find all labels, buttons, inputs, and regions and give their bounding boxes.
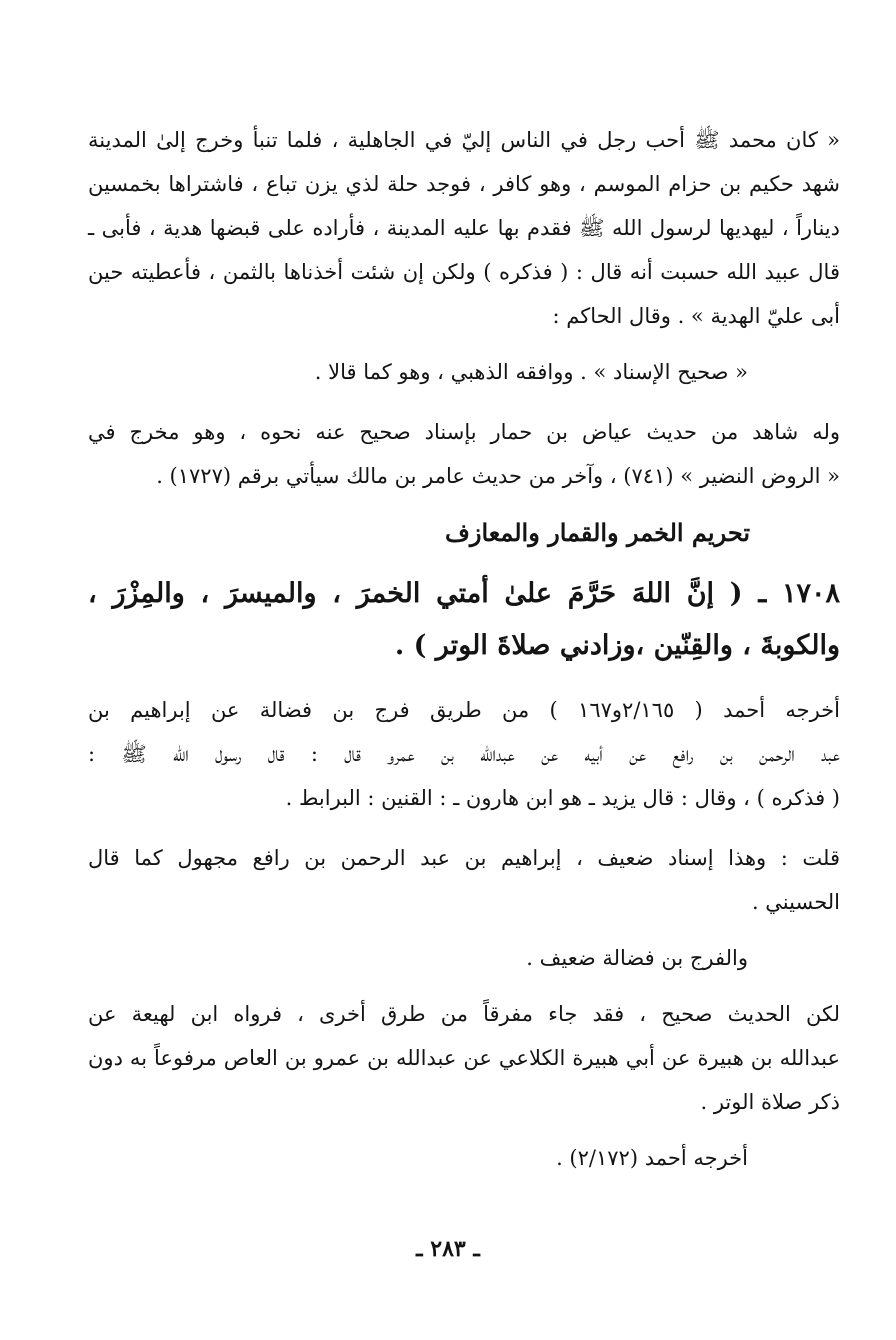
section-heading: تحريم الخمر والقمار والمعازف (444, 518, 750, 547)
paragraph-grading: « صحيح الإسناد » . ووافقه الذهبي ، وهو كما قالا . (314, 360, 748, 384)
text-line: قال عبيد الله حسبت أنه قال : ( فذكره ) ولكن إن شئت أخذناها بالثمن ، فأعطيته حين (88, 260, 840, 284)
page-number: ـ ٢٨٣ ـ (416, 1236, 480, 1262)
text-line: عبدالله بن هبيرة عن أبي هبيرة الكلاعي عن عبدالله بن عمرو بن العاص مرفوعاً به دون (88, 1046, 840, 1070)
text-line: ديناراً ، ليهديها لرسول الله ﷺ فقدم بها عليه المدينة ، فأراده على قبضها هدية ، فأبى ـ (88, 216, 840, 240)
paragraph-authentication (88, 992, 840, 1124)
text-line: الحسيني . (751, 890, 840, 914)
text-line: ( فذكره ) ، وقال : قال يزيد ـ هو ابن هارون ـ : القنين : البرابط . (285, 786, 840, 810)
text-line: أخرجه أحمد ( ٢/١٦٥و١٦٧ ) من طريق فرج بن فضالة عن إبراهيم بن (88, 698, 840, 722)
paragraph-takhrij (88, 688, 840, 820)
paragraph-reference: أخرجه أحمد (٢/١٧٢) . (556, 1146, 748, 1170)
text-line: أبى عليّ الهدية » . وقال الحاكم : (552, 304, 840, 328)
paragraph-narration (88, 118, 840, 338)
text-line: « الروض النضير » (٧٤١) ، وآخر من حديث عامر بن مالك سيأتي برقم (١٧٢٧) . (156, 464, 840, 488)
text-line: لكن الحديث صحيح ، فقد جاء مفرقاً من طرق أخرى ، فرواه ابن لهيعة عن (88, 1002, 840, 1026)
text-line: ١٧٠٨ ـ ( إنَّ اللهَ حَرَّمَ علىٰ أمتي الخمرَ ، والميسرَ ، والمِزْرَ ، (88, 578, 840, 609)
page-body (88, 118, 840, 1180)
paragraph-narrator-note: والفرج بن فضالة ضعيف . (526, 946, 748, 970)
hadith-text (88, 568, 840, 672)
text-line: ذكر صلاة الوتر . (700, 1090, 840, 1114)
text-line: وله شاهد من حديث عياض بن حمار بإسناد صحيح عنه نحوه ، وهو مخرج في (88, 420, 840, 444)
text-line: عبد الرحمن بن رافع عن أبيه عن عبدالله بن عمرو قال : قال رسول الله ﷺ : (88, 742, 840, 766)
text-line: « كان محمد ﷺ أحب رجل في الناس إليّ في الجاهلية ، فلما تنبأ وخرج إلىٰ المدينة (88, 128, 840, 152)
text-line: شهد حكيم بن حزام الموسم ، وهو كافر ، فوجد حلة لذي يزن تباع ، فاشتراها بخمسين (88, 172, 840, 196)
text-line: قلت : وهذا إسناد ضعيف ، إبراهيم بن عبد الرحمن بن رافع مجهول كما قال (88, 846, 840, 870)
paragraph-witness (88, 410, 840, 498)
paragraph-comment (88, 836, 840, 924)
text-line: والكوبةَ ، والقِنّين ،وزادني صلاةَ الوتر ) . (394, 630, 840, 661)
